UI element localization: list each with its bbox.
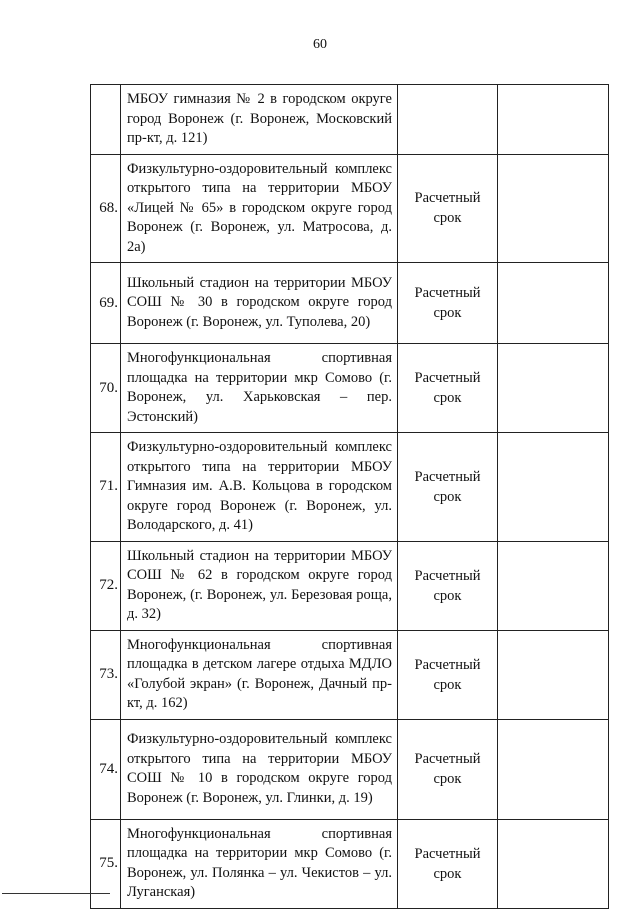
row-number: 68. [91,154,121,263]
row-number: 75. [91,819,121,908]
row-number [91,85,121,155]
object-name: Школьный стадион на территории МБОУ СОШ № 30 в городском округе город Воронеж (г. Воронеж, ул. Туполева, 20) [121,263,398,344]
table-row [91,263,609,344]
object-name: Многофункциональная спортивная площадка на территории мкр Сомово (г. Воронеж, ул. Полянка – ул. Чекистов – ул. Луганская) [121,819,398,908]
table-row [91,433,609,542]
footer-rule [2,893,110,894]
empty-cell [498,433,609,542]
term-cell: Расчетный срок [398,630,498,719]
page-number: 60 [313,37,327,52]
table-row [91,344,609,433]
empty-cell [498,819,609,908]
empty-cell [498,85,609,155]
table-row [91,154,609,263]
object-name: Многофункциональная спортивная площадка на территории мкр Сомово (г. Воронеж, ул. Харьковская – пер. Эстонский) [121,344,398,433]
object-name: Многофункциональная спортивная площадка в детском лагере отдыха МДЛО «Голубой экран» (г. Воронеж, Дачный пр-кт, д. 162) [121,630,398,719]
object-name: Школьный стадион на территории МБОУ СОШ № 62 в городском округе город Воронеж, (г. Воронеж, ул. Березовая роща, д. 32) [121,541,398,630]
term-cell: Расчетный срок [398,344,498,433]
row-number: 70. [91,344,121,433]
term-cell [398,85,498,155]
empty-cell [498,344,609,433]
empty-cell [498,263,609,344]
term-cell: Расчетный срок [398,719,498,819]
row-number: 74. [91,719,121,819]
row-number: 72. [91,541,121,630]
table-row [91,630,609,719]
table-row [91,819,609,908]
table-row [91,85,609,155]
objects-table [90,84,609,909]
empty-cell [498,154,609,263]
row-number: 71. [91,433,121,542]
term-cell: Расчетный срок [398,541,498,630]
object-name: Физкультурно-оздоровительный комплекс открытого типа на территории МБОУ Гимназия им. А.В. Кольцова в городском округе город Воронеж (г. Воронеж, ул. Володарского, д. 41) [121,433,398,542]
table-row [91,541,609,630]
object-name: Физкультурно-оздоровительный комплекс открытого типа на территории МБОУ «Лицей № 65» в городском округе город Воронеж (г. Воронеж, ул. Матросова, д. 2а) [121,154,398,263]
empty-cell [498,541,609,630]
term-cell: Расчетный срок [398,263,498,344]
term-cell: Расчетный срок [398,154,498,263]
term-cell: Расчетный срок [398,433,498,542]
table-row [91,719,609,819]
object-name: Физкультурно-оздоровительный комплекс открытого типа на территории МБОУ СОШ № 10 в городском округе город Воронеж (г. Воронеж, ул. Глинки, д. 19) [121,719,398,819]
term-cell: Расчетный срок [398,819,498,908]
empty-cell [498,719,609,819]
row-number: 73. [91,630,121,719]
row-number: 69. [91,263,121,344]
empty-cell [498,630,609,719]
object-name: МБОУ гимназия № 2 в городском округе город Воронеж (г. Воронеж, Московский пр-кт, д. 121) [121,85,398,155]
